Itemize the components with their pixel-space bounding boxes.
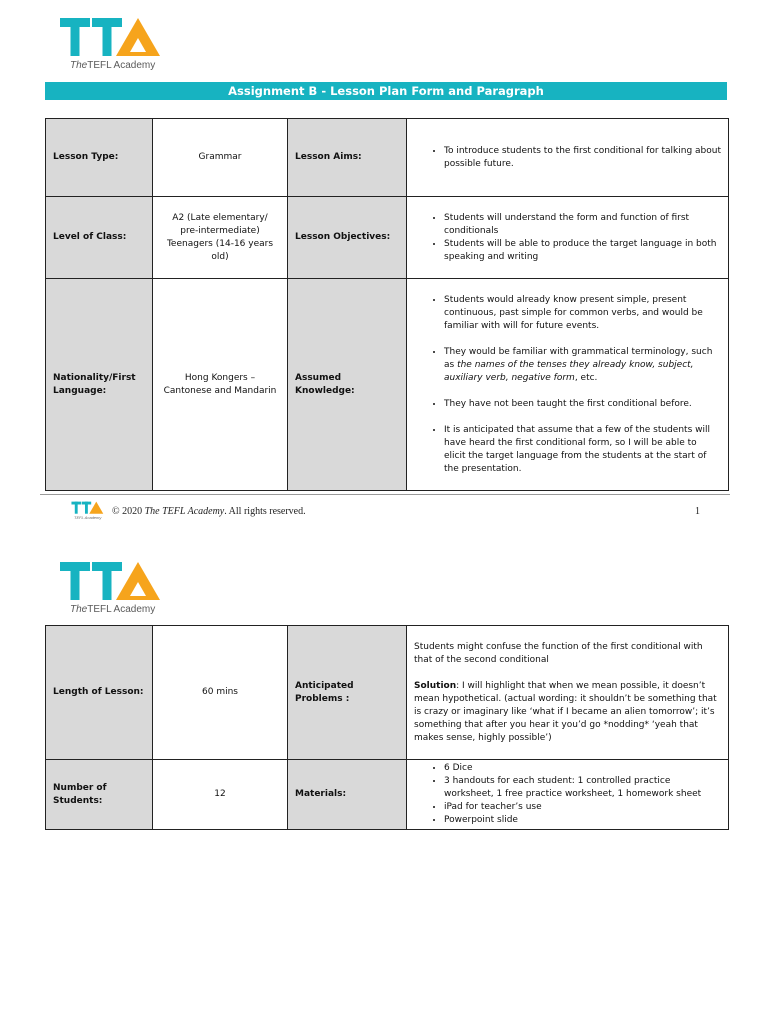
list-item: • To introduce students to the first conditional for talking about possible future. bbox=[444, 145, 721, 171]
list-item: • Students will understand the form and function of first conditionals bbox=[444, 212, 721, 238]
list-item: • Students will be able to produce the target language in both speaking and writing bbox=[444, 238, 721, 264]
table-row bbox=[46, 279, 729, 491]
table-row bbox=[46, 119, 729, 197]
table-row bbox=[46, 626, 729, 760]
lesson-type-value: Grammar bbox=[153, 119, 288, 197]
assumed-knowledge-value bbox=[407, 279, 729, 491]
logo-tagline: TheTEFL Academy bbox=[70, 60, 156, 71]
assumed-knowledge-label: Assumed Knowledge: bbox=[288, 279, 407, 491]
list-item: • Powerpoint slide bbox=[444, 814, 721, 827]
list-item: • Students would already know present simple, present continuous, past simple for common verbs, and would be familiar with will for future events. bbox=[444, 294, 721, 333]
anticipated-problems-label: Anticipated Problems : bbox=[288, 626, 407, 760]
anticipated-problems-value: Students might confuse the function of the first conditional with that of the second conditional Solution: I will highlight that when we mean possible, it doesn’t mean hypothetical. (actual wording: it shouldn’t be something that is crazy or imaginary like ‘what if I became an alien tomorrow’; it’s something that after you hear it you’d go *nodding* ‘yeah that makes sense, highly possible’) bbox=[407, 626, 729, 760]
list-item: • iPad for teacher’s use bbox=[444, 801, 721, 814]
lesson-plan-table-1 bbox=[45, 118, 729, 491]
lesson-objectives-label: Lesson Objectives: bbox=[288, 197, 407, 279]
logo-tagline: TheTEFL Academy bbox=[70, 604, 156, 615]
number-of-students-value: 12 bbox=[153, 760, 288, 830]
lesson-plan-table-2 bbox=[45, 625, 729, 830]
table-row bbox=[46, 760, 729, 830]
page-number: 1 bbox=[695, 506, 700, 517]
tefl-academy-logo bbox=[60, 16, 164, 72]
list-item: • They would be familiar with grammatical terminology, such as the names of the tenses they already know, subject, auxiliary verb, negative form, etc. bbox=[444, 346, 721, 385]
lesson-objectives-value bbox=[407, 197, 729, 279]
lesson-type-label: Lesson Type: bbox=[46, 119, 153, 197]
lesson-aims-value bbox=[407, 119, 729, 197]
footer-logo: TEFL Academy bbox=[70, 501, 106, 521]
tefl-academy-logo bbox=[60, 560, 164, 616]
length-of-lesson-value: 60 mins bbox=[153, 626, 288, 760]
tta-logo-small-icon bbox=[70, 501, 106, 515]
nationality-label: Nationality/First Language: bbox=[46, 279, 153, 491]
page-footer bbox=[70, 501, 700, 521]
nationality-value: Hong Kongers – Cantonese and Mandarin bbox=[153, 279, 288, 491]
assignment-banner: Assignment B - Lesson Plan Form and Paragraph bbox=[45, 82, 727, 100]
materials-value bbox=[407, 760, 729, 830]
tta-logo-mark-icon bbox=[60, 560, 164, 604]
list-item: • 3 handouts for each student: 1 controlled practice worksheet, 1 free practice worksheet, 1 homework sheet bbox=[444, 775, 721, 801]
list-item: • 6 Dice bbox=[444, 762, 721, 775]
lesson-aims-label: Lesson Aims: bbox=[288, 119, 407, 197]
number-of-students-label: Number of Students: bbox=[46, 760, 153, 830]
level-of-class-label: Level of Class: bbox=[46, 197, 153, 279]
length-of-lesson-label: Length of Lesson: bbox=[46, 626, 153, 760]
tta-logo-mark-icon bbox=[60, 16, 164, 60]
copyright-text: © 2020 The TEFL Academy. All rights reserved. bbox=[112, 506, 306, 517]
materials-label: Materials: bbox=[288, 760, 407, 830]
table-row bbox=[46, 197, 729, 279]
list-item: • They have not been taught the first conditional before. bbox=[444, 398, 721, 411]
level-of-class-value: A2 (Late elementary/ pre-intermediate) Teenagers (14-16 years old) bbox=[153, 197, 288, 279]
footer-divider bbox=[40, 494, 730, 495]
list-item: • It is anticipated that assume that a few of the students will have heard the first conditional form, so I will be able to elicit the target language from the students at the start of the presentation. bbox=[444, 424, 721, 476]
